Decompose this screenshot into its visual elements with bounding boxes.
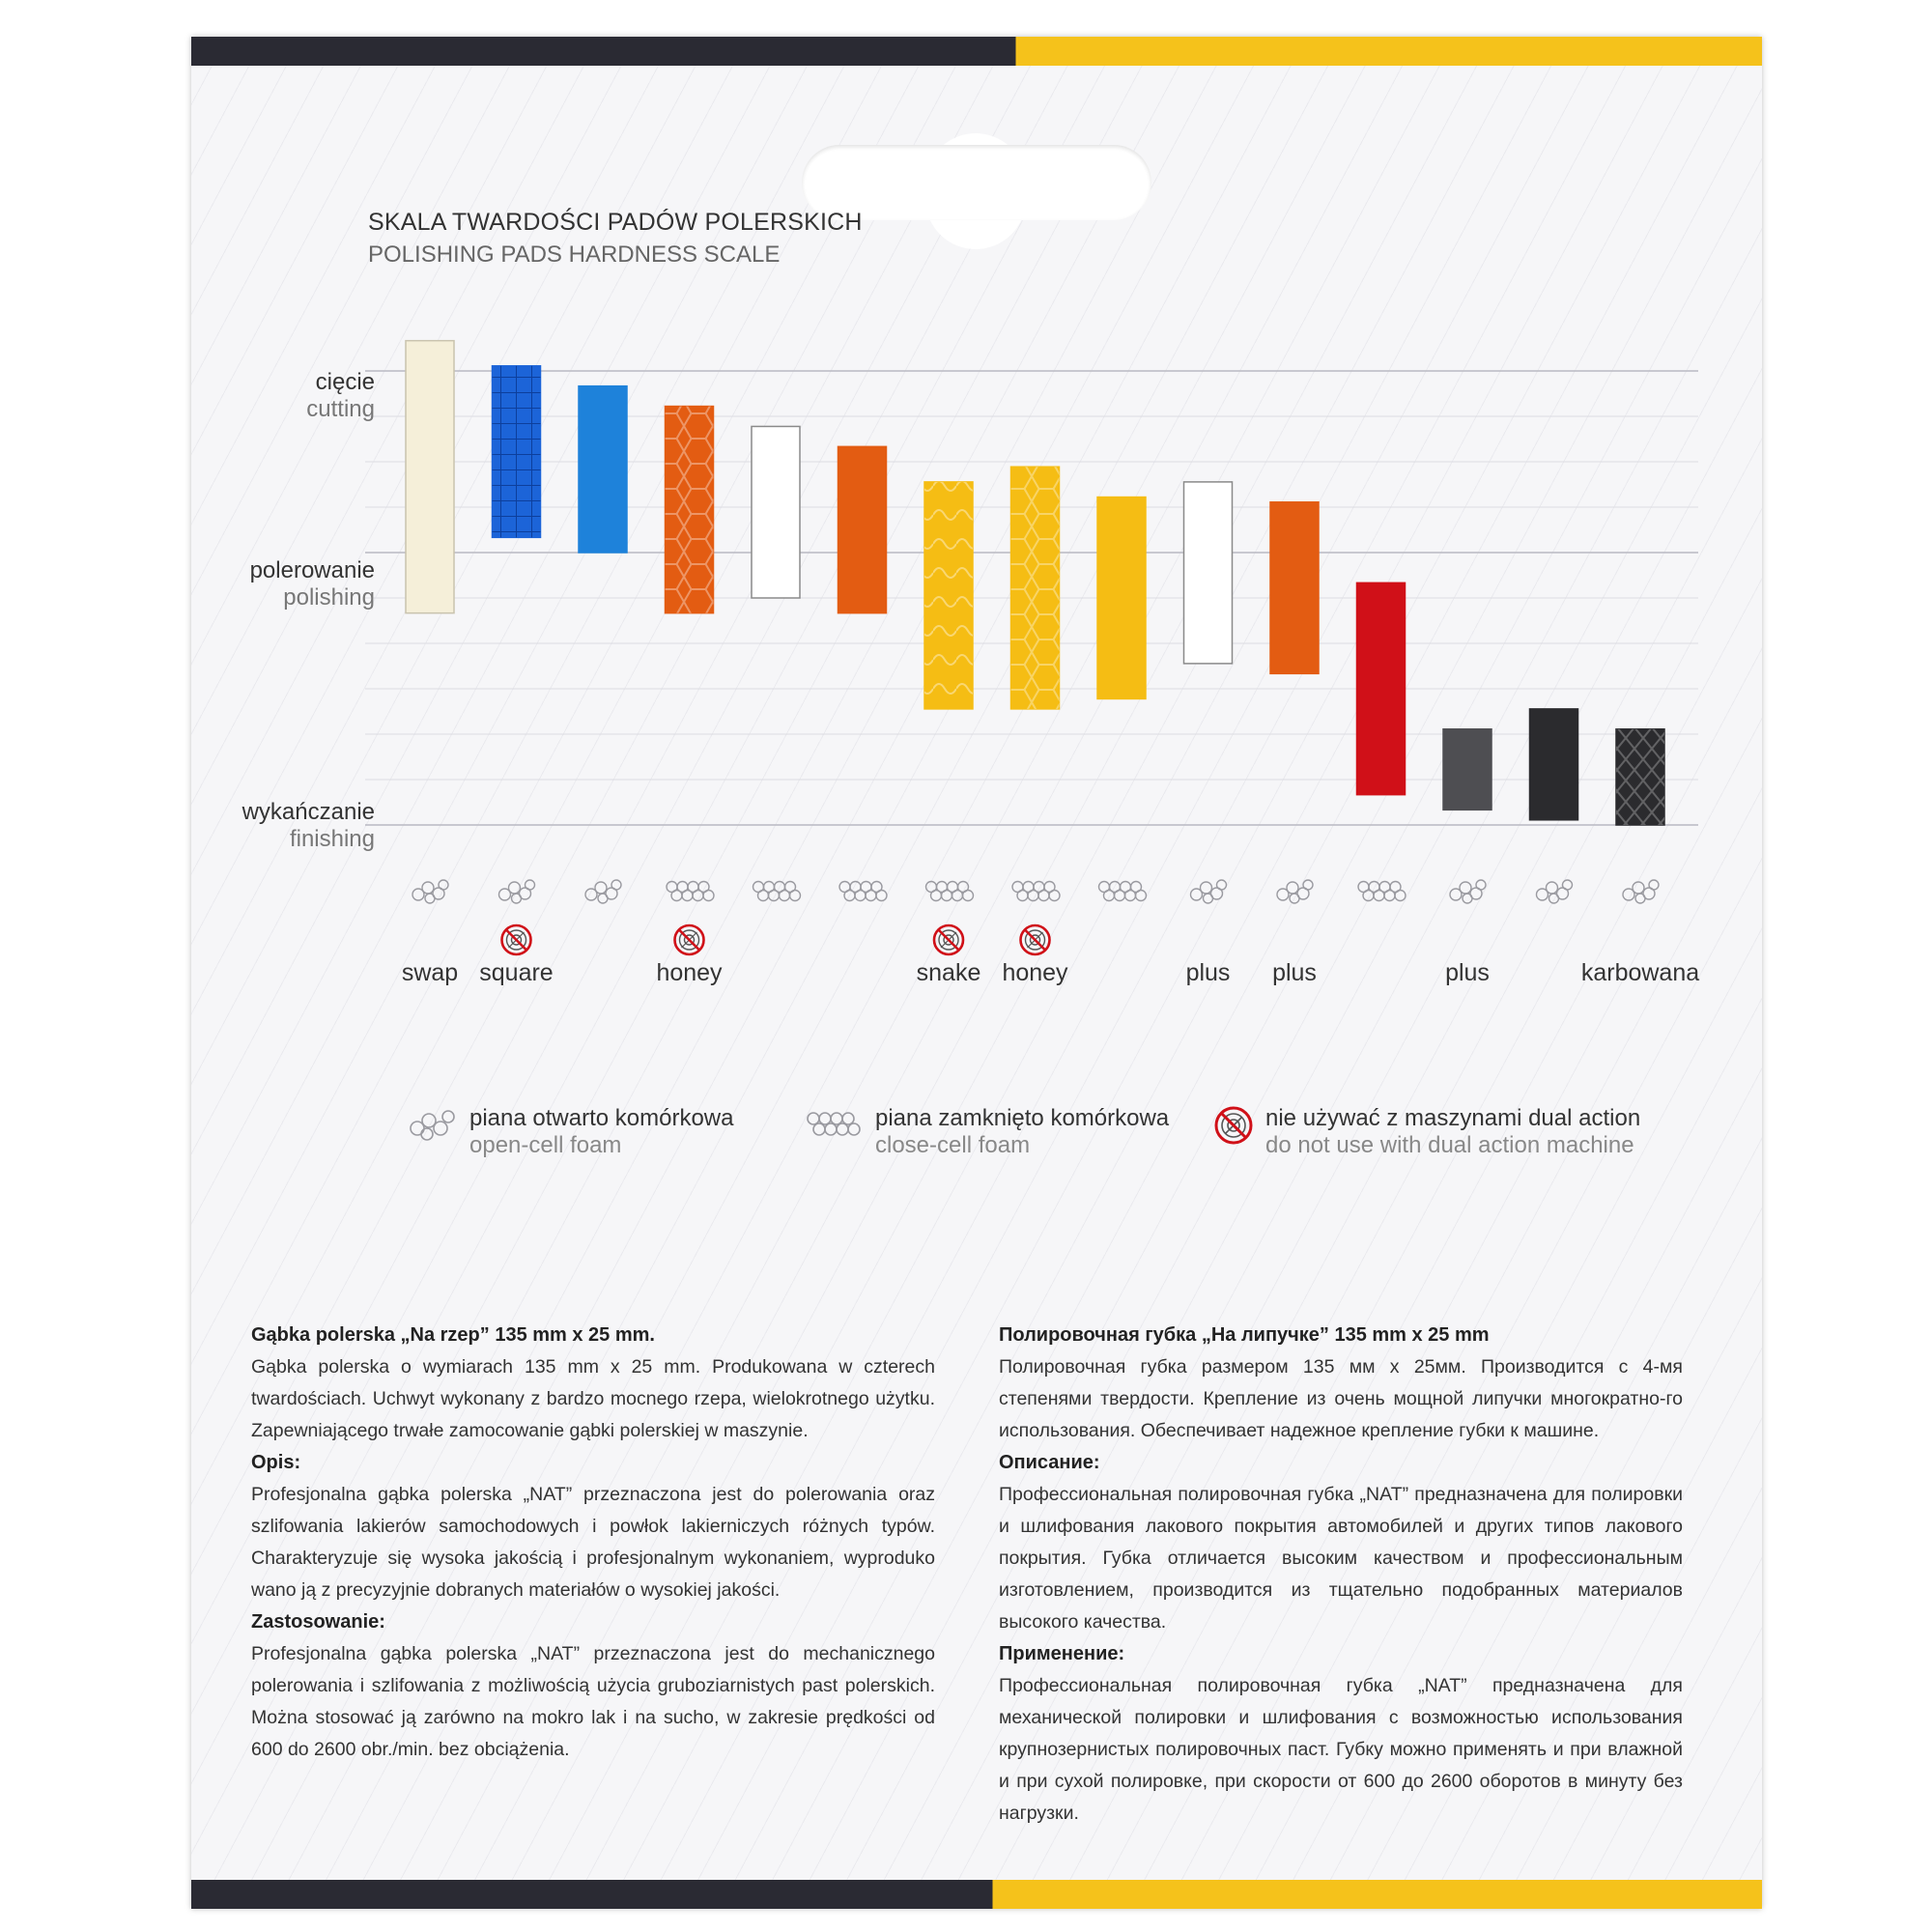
no-dual-action-icon	[1213, 1105, 1254, 1146]
legend-closed-cell-en: close-cell foam	[875, 1132, 1031, 1158]
open-cell-foam-icon	[1277, 880, 1313, 903]
closed-cell-foam-icon	[1012, 882, 1060, 901]
legend-no-dual-action	[1213, 1105, 1640, 1173]
pad-name-label: karbowana	[1580, 959, 1700, 986]
closed-cell-foam-icon	[926, 882, 974, 901]
description-pl-opis-title: Opis:	[251, 1452, 301, 1473]
pad-names	[402, 959, 1699, 986]
closed-cell-foam-icon	[1099, 882, 1147, 901]
no-dual-action-icon	[675, 925, 704, 954]
pad-name-label: plus	[1445, 959, 1490, 986]
pad-bar	[1184, 482, 1233, 664]
chart-title: SKALA TWARDOŚCI PADÓW POLERSKICH	[368, 209, 863, 236]
pad-name-label: square	[479, 959, 554, 986]
closed-cell-foam-icon	[1358, 882, 1406, 901]
pad-name-label: honey	[1002, 959, 1068, 986]
legend-open-cell-en: open-cell foam	[469, 1132, 622, 1158]
pad-bar	[1357, 582, 1406, 794]
legend-closed-cell-pl: piana zamknięto komórkowa	[875, 1105, 1170, 1131]
pad-bar	[1270, 502, 1319, 674]
y-label-pl: polerowanie	[249, 557, 375, 583]
chart-subtitle: POLISHING PADS HARDNESS SCALE	[368, 242, 781, 268]
legend-open-cell-pl: piana otwarto komórkowa	[469, 1105, 734, 1131]
description-ru-opis: Профессиональная полировочная губка „NAT” предназначена для полировки и шлифования лакового покрытия автомобилей и других типов лакового покрытия. Губка отличается высоким качеством и профессиональным изготовлением, производится из тщательно подобранных материалов высокого качества.	[999, 1484, 1683, 1633]
description-pl-zast-title: Zastosowanie:	[251, 1611, 385, 1633]
y-axis-labels	[242, 369, 375, 852]
closed-cell-foam-icon	[667, 882, 714, 901]
pad-bar-texture	[1011, 467, 1060, 709]
description-ru-zast-title: Применение:	[999, 1643, 1125, 1664]
pad-bar	[1530, 709, 1578, 820]
description-ru-heading: Полировочная губка „На липучке” 135 mm x 25 mm	[999, 1324, 1490, 1346]
y-label-en: polishing	[283, 584, 375, 611]
closed-cell-foam-icon	[839, 882, 887, 901]
description-ru-intro: Полировочная губка размером 135 мм x 25мм. Производится с 4-мя степенями твердости. Крепление из очень мощной липучки многократно-го использования. Обеспечивает надежное крепление губки к машине.	[999, 1356, 1683, 1441]
pad-bars	[406, 341, 1664, 825]
closed-cell-foam-icon	[806, 1105, 864, 1144]
y-label-en: finishing	[289, 826, 375, 852]
legend-open-cell	[406, 1105, 733, 1173]
no-dual-action-icon	[502, 925, 531, 954]
pad-name-label: plus	[1272, 959, 1317, 986]
open-cell-foam-icon	[412, 880, 448, 903]
pad-bar	[406, 341, 454, 613]
description-ru-zast: Профессиональная полировочная губка „NAT” предназначена для механической полировки и шлифования с возможностью использования крупнозернистых полировочных паст. Губку можно применять и при влажной и при сухой полировке, при скорости от 600 до 2600 оборотов в минуту без нагрузки.	[999, 1675, 1683, 1824]
description-pl-intro: Gąbka polerska o wymiarach 135 mm x 25 mm. Produkowana w czterech twardościach. Uchwyt wykonany z bardzo mocnego rzepa, wielokrotnego użytku. Zapewniającego trwałe zamocowanie gąbki polerskiej w maszynie.	[251, 1356, 935, 1441]
pad-name-label: plus	[1185, 959, 1231, 986]
pad-bar-texture	[1616, 729, 1664, 825]
legend-no-dual-en: do not use with dual action machine	[1265, 1132, 1634, 1158]
pad-name-label: swap	[401, 959, 459, 986]
open-cell-foam-icon	[406, 1105, 458, 1144]
no-dual-action-icons	[502, 925, 1050, 954]
no-dual-action-icon	[1021, 925, 1050, 954]
y-label-pl: cięcie	[315, 369, 375, 395]
no-dual-action-icon	[934, 925, 963, 954]
legend-closed-cell	[806, 1105, 1169, 1173]
open-cell-foam-icon	[1537, 880, 1573, 903]
hardness-chart	[191, 37, 1762, 1061]
description-pl-opis: Profesjonalna gąbka polerska „NAT” przeznaczona jest do polerowania oraz szlifowania lakierów samochodowych i powłok lakierniczych różnych typów. Charakteryzuje się wysoka jakością i profesjonalnym wykonaniem, wyproduko wano ją z precyzyjnie dobranych materiałów o wysokiej jakości.	[251, 1484, 935, 1601]
pad-bar	[752, 426, 800, 598]
bottom-stripe	[191, 1880, 1762, 1909]
y-label-en: cutting	[306, 396, 375, 422]
open-cell-foam-icon	[499, 880, 535, 903]
pad-name-label: snake	[916, 959, 981, 986]
open-cell-foam-icon	[1191, 880, 1227, 903]
description-polish	[251, 1320, 935, 1766]
description-pl-zast: Profesjonalna gąbka polerska „NAT” przeznaczona jest do mechanicznego polerowania i szlifowania z możliwością użycia gruboziarnistych past polerskich. Można stosować ją zarówno na mokro lak i na sucho, w zakresie prędkości od 600 do 2600 obr./min. bez obciążenia.	[251, 1643, 935, 1760]
open-cell-foam-icon	[585, 880, 621, 903]
y-label-pl: wykańczanie	[242, 799, 375, 825]
description-pl-heading: Gąbka polerska „Na rzep” 135 mm x 25 mm.	[251, 1324, 655, 1346]
pad-bar	[1443, 729, 1492, 810]
description-ru-opis-title: Описание:	[999, 1452, 1100, 1473]
pad-bar-texture	[666, 407, 714, 613]
package-back	[191, 37, 1762, 1909]
pad-bar-texture	[924, 482, 973, 709]
open-cell-foam-icon	[1623, 880, 1659, 903]
pad-bar	[1097, 497, 1146, 699]
open-cell-foam-icon	[1450, 880, 1486, 903]
closed-cell-foam-icon	[753, 882, 801, 901]
foam-icons	[412, 880, 1659, 903]
description-russian	[999, 1320, 1683, 1830]
pad-bar-texture	[493, 366, 541, 538]
legend-no-dual-pl: nie używać z maszynami dual action	[1265, 1105, 1641, 1131]
pad-name-label: honey	[656, 959, 723, 986]
pad-bar	[579, 386, 627, 553]
pad-bar	[838, 446, 887, 612]
